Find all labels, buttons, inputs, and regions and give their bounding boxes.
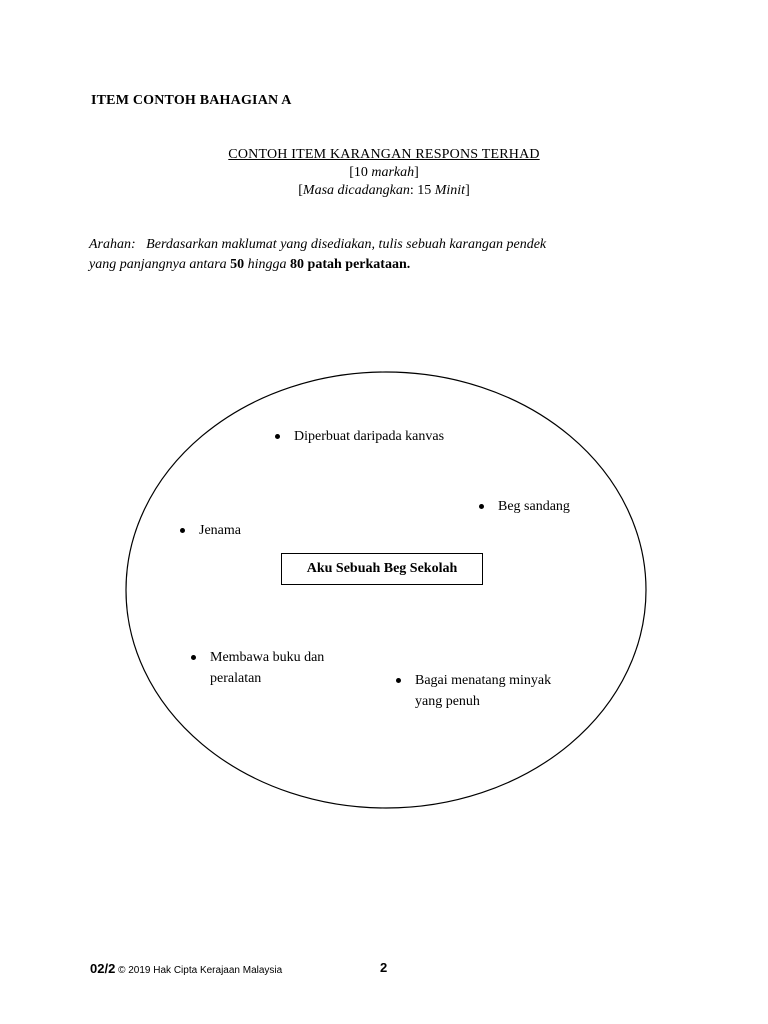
bullet-text: Bagai menatang minyak yang penuh [415,673,552,709]
bullet-dot-icon [180,528,185,533]
bullet-text: Beg sandang [498,499,570,514]
bullet-item [180,520,241,541]
min-words: 50 [230,257,245,272]
max-words: 80 [290,257,305,272]
footer-copyright [90,961,282,976]
bullet-dot-icon [191,655,196,660]
bullet-dot-icon [396,678,401,683]
instructions-between: hingga [247,257,287,272]
section-heading: ITEM CONTOH BAHAGIAN A [91,93,292,108]
instructions-text-1: Berdasarkan maklumat yang disediakan, tulis sebuah karangan pendek [146,237,547,252]
instructions-text-2: yang panjangnya antara [89,257,227,272]
time-unit: Minit [434,183,466,198]
item-title: CONTOH ITEM KARANGAN RESPONS TERHAD [228,147,540,162]
bullet-item [275,426,444,447]
bullet-text: Diperbuat daripada kanvas [294,429,445,444]
time-value: 15 [417,183,432,198]
bullet-dot-icon [275,434,280,439]
center-topic-label: Aku Sebuah Beg Sekolah [306,561,458,576]
bullet-text: Jenama [199,523,241,538]
marks-line: [10 markah] [349,165,419,180]
bullet-item [479,496,570,517]
instructions-label: Arahan: [89,237,136,252]
paper-code: 02/2 [90,961,116,976]
time-label: Masa dicadangkan [302,183,410,198]
instructions-suffix: patah perkataan. [307,257,411,272]
copyright-text: © 2019 Hak Cipta Kerajaan Malaysia [118,965,283,976]
center-topic-box [281,553,483,585]
page-number: 2 [380,960,388,975]
marks-word: markah [371,165,415,180]
marks-number: 10 [353,165,368,180]
suggested-time-line: [Masa dicadangkan: 15 Minit] [298,183,470,198]
bullet-dot-icon [479,504,484,509]
bullet-text: Membawa buku dan peralatan [210,650,325,686]
bullet-item [191,647,324,689]
bullet-item [396,670,551,712]
